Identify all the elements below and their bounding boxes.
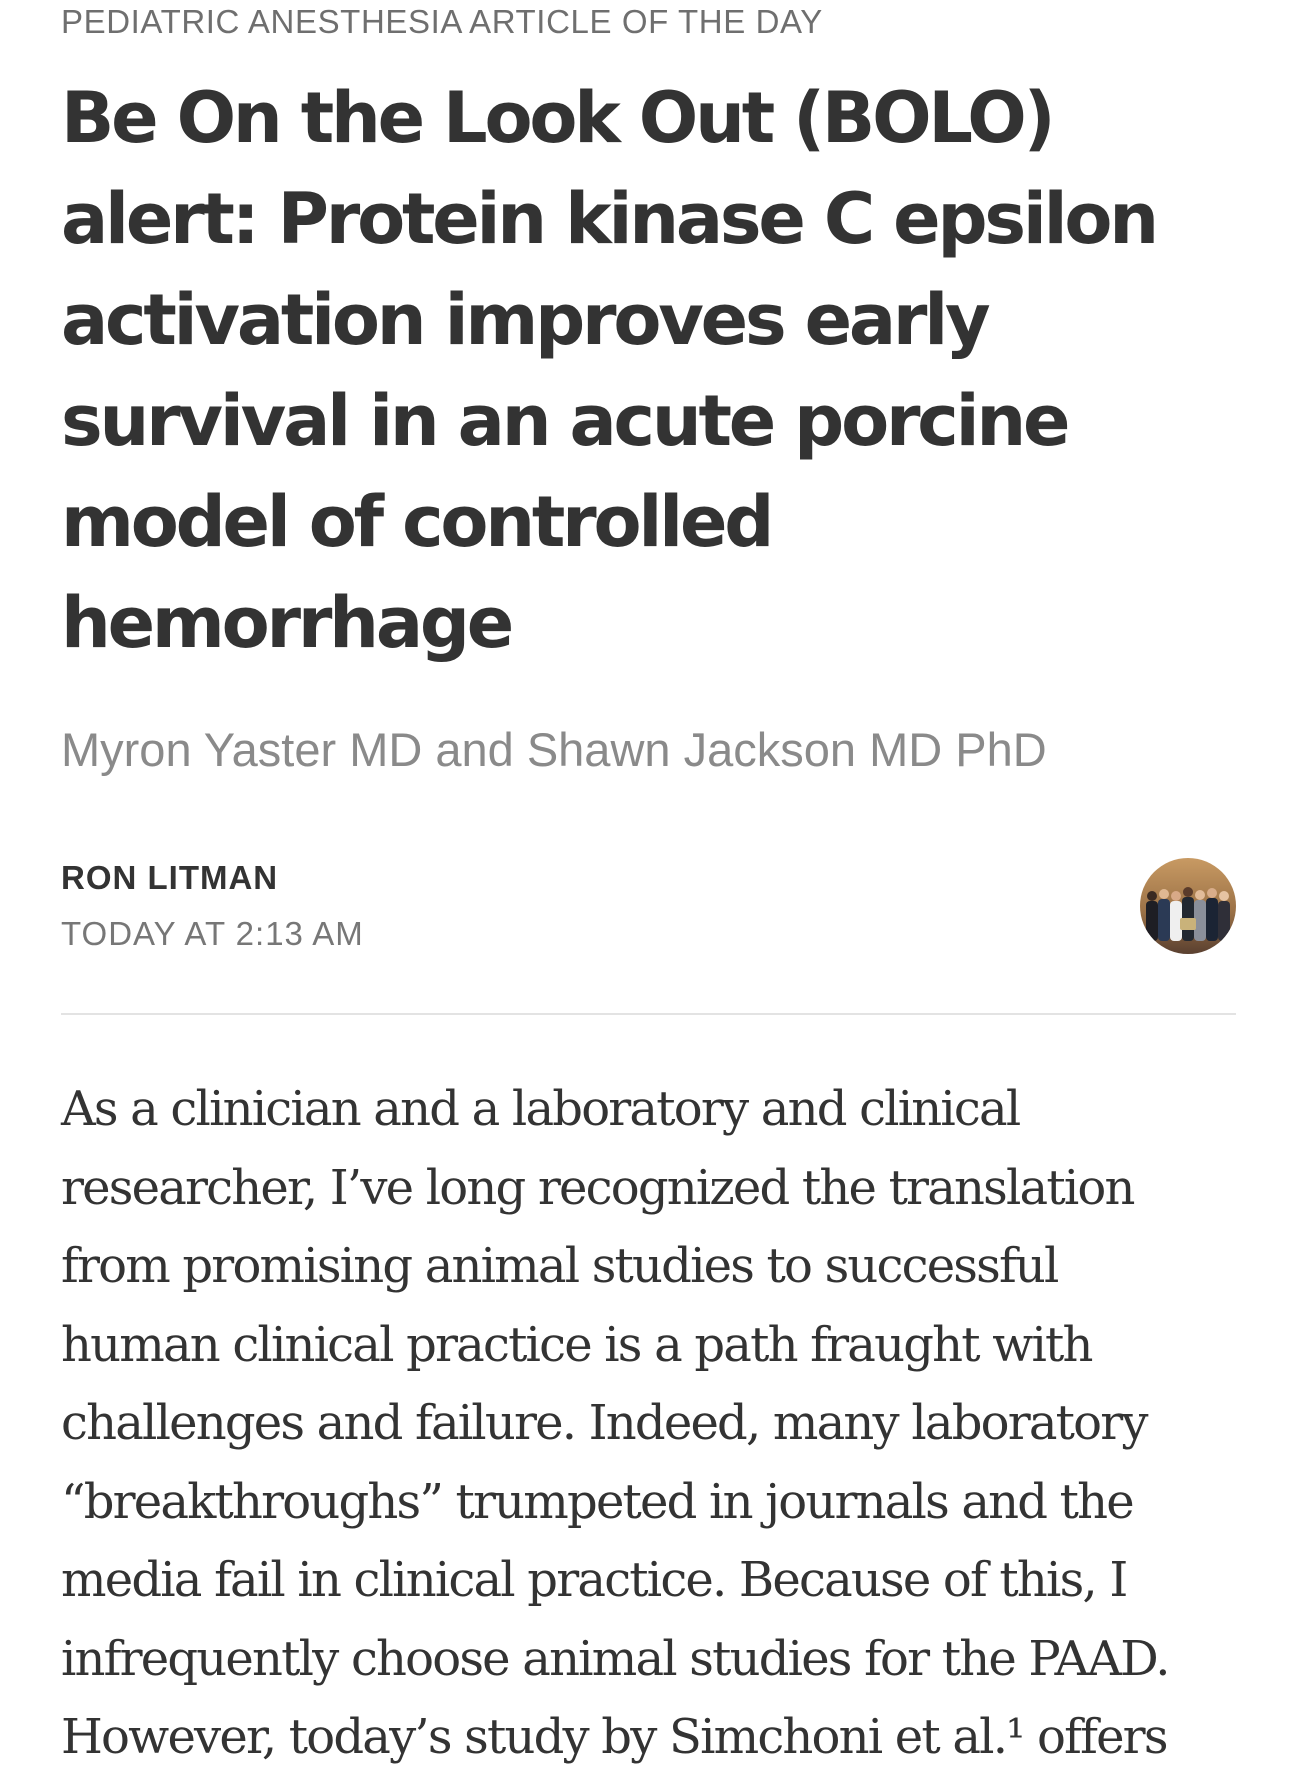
body-line: challenges and failure. Indeed, many laboratory	[61, 1395, 1147, 1451]
body-line: human clinical practice is a path fraught with	[61, 1316, 1092, 1373]
article-kicker[interactable]: PEDIATRIC ANESTHESIA ARTICLE OF THE DAY	[61, 3, 823, 40]
article-body	[61, 1070, 1241, 1777]
byline-divider	[61, 1013, 1236, 1015]
body-line: As a clinician and a laboratory and clinical	[61, 1081, 1020, 1137]
title-line: survival in an acute porcine	[61, 380, 1068, 462]
body-line: However, today’s study by Simchoni et al.¹ offers	[61, 1709, 1167, 1765]
title-line: model of controlled	[61, 481, 772, 563]
title-line: hemorrhage	[61, 582, 512, 664]
title-line: alert: Protein kinase C epsilon	[61, 178, 1156, 260]
body-line: media fail in clinical practice. Because of this, I	[61, 1552, 1127, 1608]
avatar-image	[1140, 858, 1236, 954]
article-subtitle: Myron Yaster MD and Shawn Jackson MD PhD	[61, 723, 1047, 776]
byline	[61, 858, 1236, 958]
author-name[interactable]: RON LITMAN	[61, 859, 279, 896]
body-line: from promising animal studies to successful	[61, 1238, 1058, 1294]
title-line: Be On the Look Out (BOLO)	[61, 77, 1053, 159]
group-photo-avatar-icon[interactable]	[1140, 858, 1236, 954]
article-title	[61, 68, 1236, 674]
publish-timestamp: TODAY AT 2:13 AM	[61, 915, 364, 952]
title-line: activation improves early	[61, 279, 988, 361]
body-line: researcher, I’ve long recognized the translation	[61, 1159, 1134, 1216]
body-line: infrequently choose animal studies for the PAAD.	[61, 1630, 1169, 1687]
body-line: “breakthroughs” trumpeted in journals and the	[61, 1473, 1133, 1530]
